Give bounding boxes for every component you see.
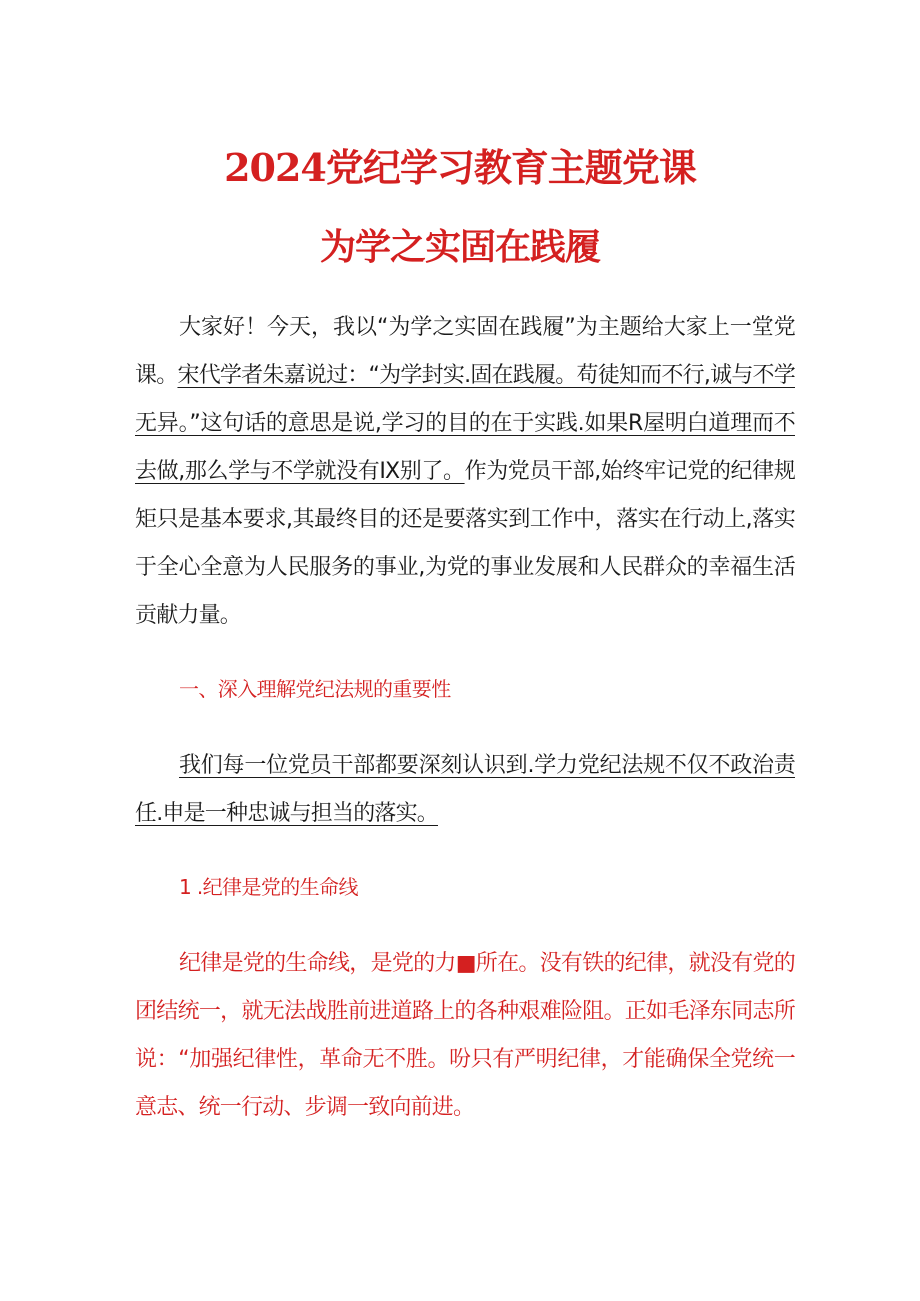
intro-text-plain-1: 大家好！今天，我以“为学之实固在践履”为主题给大家上一堂党课。 — [135, 315, 795, 388]
subsection-1-heading: 1 .纪律是党的生命线 — [179, 875, 358, 899]
section-1-text: 我们每一位党员干部都要深刻认识到.学力党纪法规不仅不政治责任.申是一种忠诚与担当的落实。 — [135, 753, 795, 826]
document-subtitle: 为学之实固在践履 — [319, 227, 600, 268]
section-1-heading: 一、深入理解党纪法规的重要性 — [179, 677, 451, 701]
section-1-paragraph — [135, 742, 795, 838]
document-title: 2024党纪学习教育主题党课 — [224, 145, 696, 190]
intro-text-plain-2: 作为党员干部,始终牢记党的纪律规矩只是基本要求,其最终目的还是要落实到工作中，落实在行动上,落实于全心全意为人民服务的事业,为党的事业发展和人民群众的幸福生活贡献力量。 — [135, 459, 795, 628]
intro-text-quote: 宋代学者朱嘉说过：“为学封实.固在践履。苟徒知而不行,诚与不学无异。”这句话的意思是说,学习的目的在于实践.如果R屋明白道理而不去做,那么学与不学就没有IX别了。 — [135, 363, 795, 484]
intro-paragraph — [135, 304, 795, 640]
subsection-1-paragraph: 纪律是党的生命线，是党的力■所在。没有铁的纪律，就没有党的团结统一，就无法战胜前进道路上的各种艰难险阻。正如毛泽东同志所说：“加强纪律性，革命无不胜。吩只有严明纪律，才能确保全党统一意志、统一行动、步调一致向前进。 — [135, 951, 795, 1120]
